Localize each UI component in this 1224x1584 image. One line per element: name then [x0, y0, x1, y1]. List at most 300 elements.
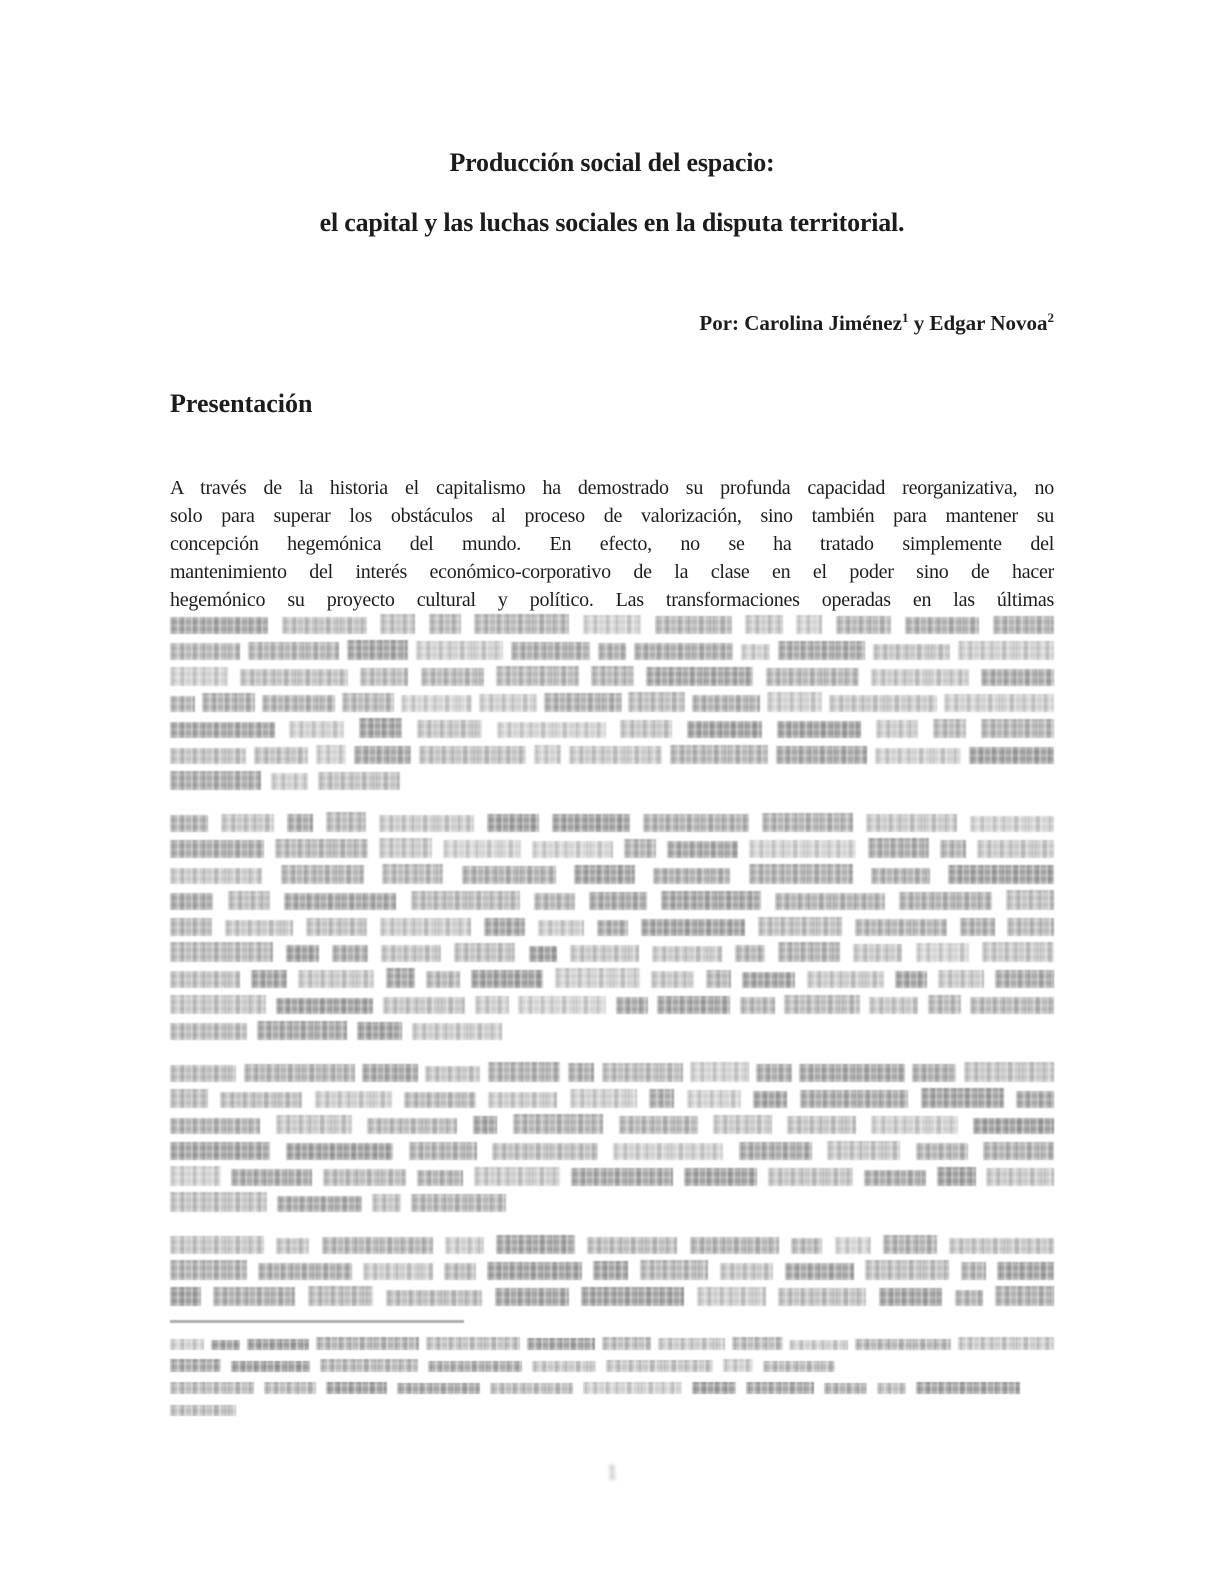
blurred-word [487, 1262, 582, 1280]
blurred-word [970, 997, 1054, 1014]
blurred-word [670, 745, 768, 764]
blurred-word [412, 1023, 503, 1040]
page-content [170, 0, 1054, 1425]
blurred-word [409, 1142, 477, 1160]
blurred-word [687, 1090, 741, 1108]
blurred-text-line [170, 1088, 1054, 1108]
blurred-text-line [170, 1166, 1054, 1186]
blurred-word [532, 841, 613, 858]
blurred-word [488, 1092, 557, 1108]
footnote-separator [170, 1320, 464, 1323]
blurred-word [767, 692, 822, 712]
blurred-word [308, 1286, 374, 1306]
blurred-word [937, 1167, 976, 1186]
blurred-word [347, 640, 408, 660]
blurred-word [658, 1338, 725, 1350]
blurred-word [322, 1237, 434, 1254]
page-number-value: 1 [606, 1460, 618, 1484]
blurred-word [488, 1062, 560, 1082]
blurred-word [591, 666, 635, 686]
blurred-word [281, 865, 364, 884]
blurred-word [796, 615, 822, 634]
blurred-word [170, 1118, 260, 1134]
blurred-word [416, 641, 503, 660]
blurred-word [777, 721, 861, 738]
blurred-text-line [170, 838, 1054, 858]
blurred-word [785, 1263, 854, 1280]
blurred-word [973, 1118, 1054, 1134]
blurred-word [568, 1063, 594, 1082]
blurred-word [221, 814, 274, 832]
blurred-word [602, 1337, 651, 1350]
blurred-word [570, 1089, 637, 1108]
blurred-word [254, 747, 308, 764]
blurred-word [836, 616, 891, 634]
blurred-word [649, 1089, 674, 1108]
blurred-word [379, 815, 474, 832]
blurred-text-line [170, 916, 1054, 936]
blurred-word [948, 865, 1054, 884]
blurred-word [382, 864, 443, 884]
blurred-word [628, 692, 684, 712]
blurred-word [401, 695, 472, 712]
blurred-word [490, 1383, 573, 1394]
blurred-word [905, 617, 980, 634]
blurred-text-line [170, 1359, 868, 1372]
blurred-word [306, 918, 366, 936]
blurred-text-line [170, 1337, 1054, 1350]
blurred-word [995, 970, 1054, 988]
blurred-word [170, 918, 212, 936]
blurred-word [513, 1114, 604, 1134]
body-text-line: solo para superar los obstáculos al proceso de valorización, sino también para mantener su [170, 505, 1054, 527]
blurred-word [1016, 1091, 1054, 1108]
body-text-line: A través de la historia el capitalismo ha demostrado su profunda capacidad reorganizativa, no [170, 477, 1054, 499]
blurred-word [853, 944, 902, 962]
blurred-word [380, 614, 415, 634]
section-heading-presentacion: Presentación [170, 389, 313, 418]
page-number [0, 1460, 1224, 1485]
blurred-text-line [170, 1403, 285, 1416]
blurred-word [286, 945, 319, 962]
blurred-word [277, 1196, 362, 1212]
blurred-word [170, 1192, 267, 1212]
blurred-text-line [170, 1286, 1054, 1306]
blurred-word [570, 945, 639, 962]
blurred-word [652, 946, 721, 962]
blurred-word [276, 1238, 309, 1254]
blurred-word [749, 864, 853, 884]
blurred-text-line [170, 890, 1054, 910]
blurred-word [287, 814, 313, 832]
blurred-word [958, 641, 1054, 660]
blurred-word [697, 1287, 766, 1306]
blurred-word [170, 893, 213, 910]
blurred-word [275, 839, 368, 858]
blurred-word [240, 669, 348, 686]
blurred-word [877, 1383, 906, 1394]
footnotes-blurred [170, 1337, 1054, 1416]
blurred-word [768, 1168, 853, 1186]
blurred-word [687, 721, 762, 738]
blurred-word [257, 1021, 346, 1040]
blurred-word [958, 1337, 1054, 1350]
blurred-word [170, 840, 264, 858]
blurred-word [876, 720, 918, 738]
blurred-word [170, 995, 266, 1014]
blurred-word [581, 1287, 684, 1306]
blurred-word [284, 893, 396, 910]
blurred-word [421, 668, 485, 686]
blurred-word [775, 893, 884, 910]
blurred-word [425, 1066, 480, 1082]
blurred-word [692, 695, 761, 712]
blurred-word [574, 865, 635, 884]
blurred-word [518, 996, 606, 1014]
blurred-word [326, 1382, 387, 1394]
blurred-word [593, 1261, 628, 1280]
blurred-word [653, 868, 730, 884]
blurred-word [286, 1143, 393, 1160]
blurred-word [258, 1263, 352, 1280]
blurred-word [367, 1118, 457, 1134]
blurred-word [404, 1092, 476, 1108]
blurred-text-line [170, 1192, 506, 1212]
blurred-word [386, 968, 415, 988]
blurred-word [684, 1168, 757, 1186]
blurred-word [271, 773, 308, 790]
blurred-word [231, 1361, 309, 1373]
blurred-word [1007, 918, 1053, 936]
blurred-word [318, 772, 400, 790]
blurred-word [829, 695, 937, 712]
blurred-word [787, 1116, 855, 1134]
blurred-word [211, 1340, 240, 1350]
blurred-word [778, 641, 865, 660]
blurred-word [895, 971, 927, 988]
blurred-word [443, 840, 521, 858]
blurred-word [871, 868, 930, 884]
blurred-word [316, 1337, 419, 1350]
blurred-word [332, 945, 368, 962]
blurred-word [326, 812, 366, 832]
blurred-word [170, 1089, 208, 1108]
blurred-word [496, 666, 578, 686]
paragraph-1-blurred-continuation [170, 614, 1054, 790]
blurred-word [544, 693, 621, 712]
blurred-word [879, 1288, 942, 1306]
blurred-word [363, 1263, 433, 1280]
blurred-text-line [170, 994, 1054, 1014]
blurred-word [720, 1263, 774, 1280]
blurred-word [170, 771, 261, 790]
footnote-reference-1: 1 [901, 310, 909, 325]
blurred-word [865, 1260, 949, 1280]
blurred-word [651, 971, 694, 988]
blurred-word [474, 1167, 560, 1186]
blurred-word [316, 745, 346, 764]
blurred-word [995, 1286, 1054, 1306]
blurred-word [487, 814, 539, 832]
blurred-word [756, 1064, 791, 1082]
blurred-word [357, 1022, 402, 1040]
blurred-word [690, 1237, 779, 1254]
blurred-word [170, 815, 208, 832]
blurred-word [527, 1338, 595, 1350]
blurred-word [276, 1115, 352, 1134]
blurred-word [417, 1170, 463, 1186]
blurred-word [732, 1337, 783, 1350]
blurred-text-line [170, 864, 1054, 884]
blurred-word [955, 1290, 983, 1306]
blurred-word [970, 816, 1054, 832]
blurred-word [597, 920, 629, 936]
blurred-word [474, 614, 569, 634]
blurred-word [690, 1062, 748, 1082]
blurred-word [170, 1405, 236, 1417]
blurred-word [411, 1194, 506, 1212]
blurred-word [534, 745, 561, 764]
blurred-word [606, 1360, 712, 1372]
blurred-word [473, 1116, 498, 1134]
blurred-word [824, 1383, 867, 1394]
blurred-word [248, 642, 339, 660]
blurred-word [170, 748, 246, 764]
blurred-text-line [170, 744, 1054, 764]
blurred-word [916, 1382, 1019, 1395]
blurred-word [949, 1238, 1053, 1254]
blurred-word [475, 996, 509, 1015]
blurred-word [789, 1340, 848, 1350]
byline [170, 309, 1054, 337]
blurred-text-line [170, 968, 1054, 988]
blurred-text-line [170, 692, 1054, 712]
blurred-word [264, 1382, 316, 1394]
blurred-word [745, 615, 782, 634]
blurred-word [479, 694, 537, 712]
blurred-word [634, 643, 733, 660]
blurred-word [624, 839, 655, 858]
blurred-word [646, 667, 753, 686]
blurred-word [982, 942, 1054, 962]
blurred-word [426, 1337, 520, 1350]
blurred-word [170, 722, 275, 738]
blurred-word [868, 838, 929, 858]
blurred-text-line [170, 1260, 1054, 1280]
blurred-word [981, 719, 1054, 738]
blurred-word [170, 971, 240, 988]
blurred-word [933, 719, 966, 738]
blurred-word [454, 943, 515, 962]
body-text-line: hegemónico su proyecto cultural y político. Las transformaciones operadas en las últimas [170, 589, 1054, 611]
blurred-word [993, 616, 1054, 634]
blurred-word [534, 893, 574, 910]
blurred-word [497, 722, 606, 738]
footnote-reference-2: 2 [1047, 310, 1054, 325]
blurred-word [419, 746, 526, 764]
blurred-word [855, 919, 947, 936]
blurred-word [799, 1064, 904, 1082]
blurred-word [170, 1382, 254, 1394]
blurred-word [298, 970, 374, 988]
blurred-word [170, 696, 195, 712]
blurred-word [602, 1063, 683, 1082]
blurred-word [323, 1169, 406, 1186]
blurred-word [776, 746, 867, 764]
blurred-word [875, 748, 961, 764]
blurred-word [713, 1115, 772, 1134]
blurred-word [873, 644, 950, 660]
blurred-word [342, 693, 394, 712]
blurred-word [938, 970, 983, 988]
blurred-text-line [170, 718, 1054, 738]
blurred-word [735, 945, 765, 962]
blurred-word [791, 1238, 822, 1254]
blurred-text-line [170, 1140, 1054, 1160]
blurred-word [202, 693, 255, 712]
blurred-word [492, 1143, 597, 1160]
blurred-text-line [170, 1062, 1054, 1082]
blurred-word [616, 997, 648, 1014]
blurred-word [746, 1382, 815, 1394]
blurred-word [213, 1287, 295, 1306]
blurred-word [753, 1091, 787, 1108]
blurred-word [170, 942, 273, 962]
paragraph-1 [170, 474, 1054, 790]
blurred-word [766, 668, 860, 686]
blurred-word [397, 1383, 481, 1394]
blurred-word [589, 892, 647, 911]
blurred-word [170, 1065, 236, 1082]
blurred-word [170, 1339, 204, 1350]
blurred-word [429, 614, 461, 634]
blurred-word [170, 1142, 270, 1160]
blurred-word [511, 642, 590, 660]
blurred-word [916, 1143, 968, 1160]
byline-authors-2: y Edgar Novoa [908, 311, 1048, 335]
blurred-word [871, 669, 969, 686]
document-title-line-1: Producción social del espacio: [449, 148, 775, 177]
blurred-word [977, 840, 1054, 858]
blurred-word [354, 746, 411, 764]
blurred-text-line [170, 770, 400, 790]
blurred-word [289, 721, 343, 738]
blurred-word [864, 1170, 926, 1186]
blurred-word [969, 747, 1054, 764]
blurred-word [244, 1064, 355, 1082]
blurred-word [170, 667, 228, 686]
blurred-word [320, 1359, 418, 1372]
blurred-word [315, 1091, 392, 1108]
blurred-word [282, 617, 367, 634]
document-title-line-2: el capital y las luchas sociales en la disputa territorial. [319, 208, 905, 237]
blurred-word [940, 840, 966, 858]
blurred-word [866, 814, 957, 832]
blurred-word [763, 1361, 835, 1372]
blurred-word [495, 1288, 569, 1306]
blurred-word [571, 1168, 674, 1186]
blurred-word [170, 1023, 247, 1040]
blurred-word [362, 1064, 417, 1082]
blurred-word [960, 918, 995, 936]
blurred-word [381, 945, 441, 962]
blurred-text-line [170, 812, 1054, 832]
blurred-word [741, 644, 771, 660]
blurred-word [426, 971, 459, 988]
paragraph-3-blurred [170, 1062, 1054, 1212]
blurred-word [921, 1088, 1004, 1108]
blurred-word [778, 942, 840, 962]
blurred-word [471, 970, 543, 988]
blurred-word [170, 1359, 221, 1372]
blurred-word [359, 718, 402, 738]
blurred-word [360, 668, 408, 686]
blurred-word [641, 919, 745, 936]
blurred-word [1006, 890, 1054, 910]
blurred-word [643, 814, 749, 832]
blurred-word [762, 813, 853, 832]
blurred-word [231, 1169, 312, 1186]
blurred-word [529, 946, 557, 962]
blurred-text-line [170, 1114, 1054, 1134]
blurred-word [496, 1235, 575, 1254]
blurred-text-line [170, 1234, 1054, 1254]
blurred-word [912, 1064, 956, 1082]
blurred-word [983, 1142, 1054, 1160]
blurred-word [220, 1092, 302, 1108]
blurred-word [569, 746, 662, 764]
blurred-text-line [170, 942, 1054, 962]
blurred-word [964, 1062, 1054, 1082]
blurred-word [749, 840, 856, 858]
blurred-text-line [170, 666, 1054, 686]
body-text-line: concepción hegemónica del mundo. En efecto, no se ha tratado simplemente del [170, 533, 1054, 555]
blurred-word [758, 917, 842, 936]
blurred-word [723, 1359, 754, 1372]
blurred-word [417, 720, 483, 738]
blurred-word [827, 1141, 900, 1160]
blurred-word [444, 1263, 476, 1280]
blurred-word [661, 891, 761, 910]
blurred-word [667, 841, 738, 858]
blurred-word [170, 1260, 247, 1280]
blurred-word [640, 1260, 709, 1280]
blurred-word [997, 1262, 1054, 1280]
blurred-word [778, 1288, 866, 1306]
blurred-word [170, 1236, 264, 1254]
blurred-word [916, 943, 969, 962]
blurred-word [555, 968, 640, 988]
blurred-word [411, 891, 520, 910]
blurred-word [372, 1194, 401, 1212]
blurred-word [613, 1143, 723, 1160]
blurred-word [587, 1237, 678, 1254]
blurred-word [807, 971, 884, 988]
blurred-word [739, 1142, 812, 1160]
blurred-word [552, 814, 630, 832]
blurred-text-line [170, 1381, 1027, 1394]
blurred-word [276, 998, 374, 1014]
blurred-word [598, 643, 626, 660]
blurred-word [620, 720, 672, 738]
blurred-text-line [170, 1020, 532, 1040]
blurred-word [986, 1168, 1053, 1186]
body-text-line: mantenimiento del interés económico-corporativo de la clase en el poder sino de hacer [170, 561, 1054, 583]
blurred-text-line [170, 640, 1054, 660]
blurred-word [428, 1361, 522, 1372]
paragraph-4-blurred [170, 1234, 1054, 1306]
blurred-word [380, 918, 471, 936]
